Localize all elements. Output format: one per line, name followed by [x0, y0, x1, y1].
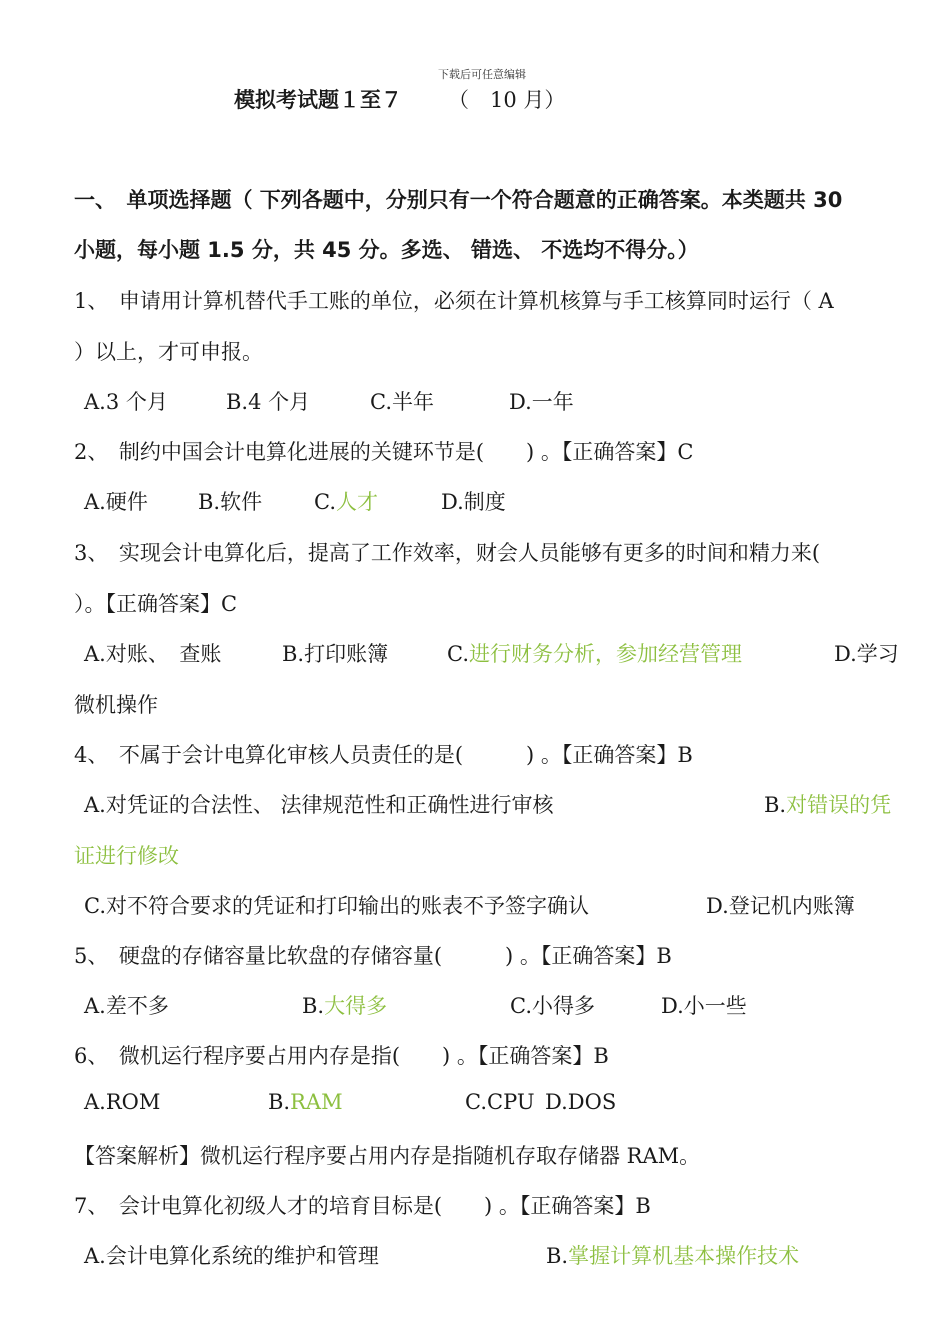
q4-option-b-answer: 对错误的凭 — [786, 793, 892, 817]
q2-option-c — [314, 486, 378, 516]
q1-option-c: C.半年 — [370, 390, 434, 414]
q3-option-d-cont: 微机操作 — [74, 693, 158, 717]
q4-option-a: A.对凭证的合法性、 法律规范性和正确性进行审核 — [84, 793, 554, 817]
q5-option-b — [302, 990, 387, 1020]
q7-option-b — [546, 1240, 799, 1270]
page-title: 模拟考试题１至７ — [234, 88, 402, 112]
watermark-text: 下载后可任意编辑 — [438, 68, 526, 81]
question-3-line2: ）。【正确答案】C — [74, 592, 238, 616]
q3-option-c-prefix: C. — [447, 642, 469, 666]
q4-option-b-answer-cont: 证进行修改 — [74, 844, 179, 868]
q6-option-b-prefix: B. — [268, 1090, 291, 1114]
q4-option-b-prefix: B. — [764, 793, 787, 817]
q2-option-a: A.硬件 — [84, 490, 148, 514]
q6-option-a: A.ROM — [84, 1090, 161, 1114]
q7-option-b-answer: 掌握计算机基本操作技术 — [568, 1244, 800, 1268]
q6-answer-analysis: 【答案解析】微机运行程序要占用内存是指随机存取存储器 RAM。 — [74, 1144, 701, 1168]
q5-option-b-prefix: B. — [302, 994, 325, 1018]
q6-option-b — [268, 1090, 343, 1114]
q6-option-d: D.DOS — [545, 1090, 617, 1114]
q7-option-a: A.会计电算化系统的维护和管理 — [84, 1244, 379, 1268]
question-2-line1: 2、 制约中国会计电算化进展的关键环节是( ) 。【正确答案】C — [74, 440, 694, 464]
q5-option-b-answer: 大得多 — [324, 994, 388, 1018]
q3-option-c — [447, 638, 742, 668]
q4-option-b — [764, 789, 891, 819]
q5-option-d: D.小一些 — [661, 994, 747, 1018]
q4-option-d: D.登记机内账簿 — [706, 894, 855, 918]
question-1-line2: ）以上，才可申报。 — [74, 340, 263, 364]
q1-option-d: D.一年 — [509, 390, 574, 414]
section-heading-line1: 一、 单项选择题（ 下列各题中，分别只有一个符合题意的正确答案。本类题共 30 — [74, 188, 843, 212]
question-1-line1: 1、 申请用计算机替代手工账的单位，必须在计算机核算与手工核算同时运行（ A — [74, 289, 834, 313]
question-6-line1: 6、 微机运行程序要占用内存是指( ) 。【正确答案】B — [74, 1044, 609, 1068]
q6-option-c: C.CPU — [465, 1090, 535, 1114]
q3-option-d: D.学习 — [834, 642, 899, 666]
q2-option-c-answer: 人才 — [336, 490, 378, 514]
q1-option-a: A.3 个月 — [84, 390, 168, 414]
q4-option-c: C.对不符合要求的凭证和打印输出的账表不予签字确认 — [84, 894, 589, 918]
q5-option-a: A.差不多 — [84, 994, 169, 1018]
question-5-line1: 5、 硬盘的存储容量比软盘的存储容量( ) 。【正确答案】B — [74, 944, 672, 968]
question-4-line1: 4、 不属于会计电算化审核人员责任的是( ) 。【正确答案】B — [74, 743, 693, 767]
q3-option-a: A.对账、 查账 — [84, 642, 222, 666]
section-heading-line2: 小题，每小题 1.5 分，共 45 分。多选、 错选、 不选均不得分。） — [74, 238, 699, 262]
q5-option-c: C.小得多 — [510, 994, 595, 1018]
q3-option-c-answer: 进行财务分析，参加经营管理 — [469, 642, 742, 666]
q2-option-d: D.制度 — [441, 490, 506, 514]
question-3-line1: 3、 实现会计电算化后，提高了工作效率，财会人员能够有更多的时间和精力来( — [74, 541, 821, 565]
question-7-line1: 7、 会计电算化初级人才的培育目标是( ) 。【正确答案】B — [74, 1194, 651, 1218]
title-date: （ 10 月） — [448, 88, 566, 112]
q2-option-b: B.软件 — [198, 490, 263, 514]
q7-option-b-prefix: B. — [546, 1244, 569, 1268]
q3-option-b: B.打印账簿 — [282, 642, 389, 666]
q6-option-b-answer: RAM — [290, 1090, 343, 1114]
q1-option-b: B.4 个月 — [226, 390, 311, 414]
q2-option-c-prefix: C. — [314, 490, 336, 514]
